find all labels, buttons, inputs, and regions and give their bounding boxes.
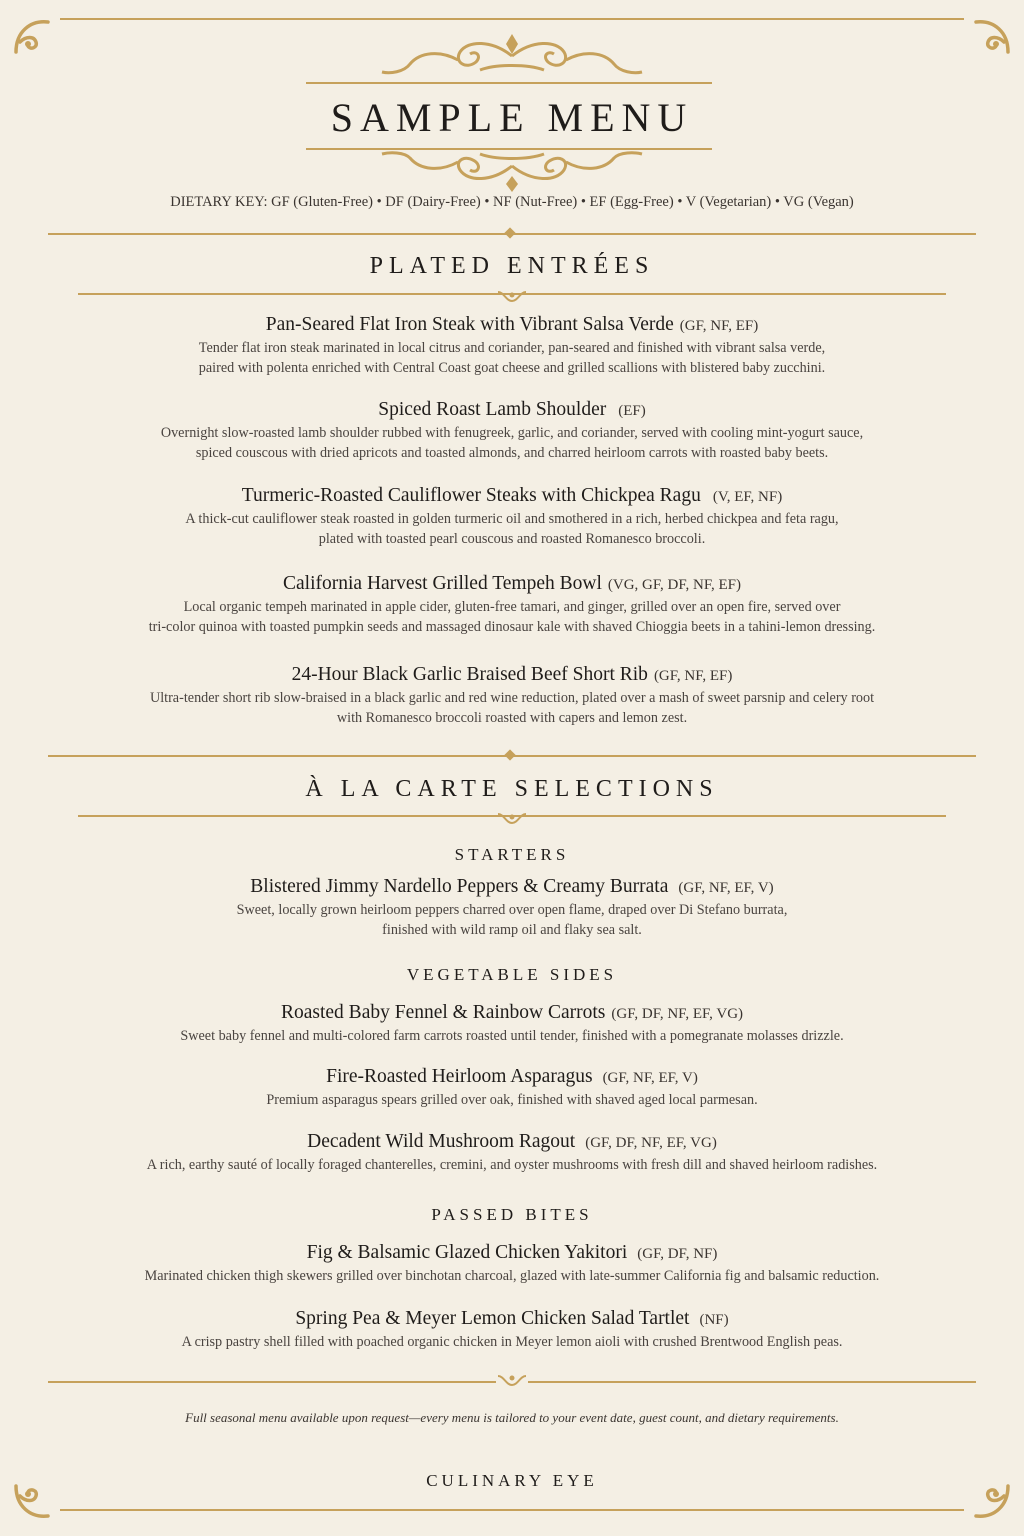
dietary-tags: (GF, NF, EF)	[653, 668, 733, 684]
flourish-icon	[496, 811, 528, 827]
dietary-tags: (VG, GF, DF, NF, EF)	[607, 577, 741, 593]
list-item	[60, 874, 964, 940]
dish-description: A thick-cut cauliflower steak roasted in golden turmeric oil and smothered in a rich, herbed chickpea and feta ragu,	[185, 511, 839, 527]
dietary-tags: (GF, DF, NF, EF, VG)	[611, 1006, 744, 1022]
list-item	[60, 312, 964, 378]
dish-description: Premium asparagus spears grilled over oak, finished with shaved aged local parmesan.	[266, 1092, 758, 1108]
dish-name: 24-Hour Black Garlic Braised Beef Short Rib	[291, 664, 648, 685]
dish-name: Turmeric-Roasted Cauliflower Steaks with Chickpea Ragu	[241, 485, 701, 506]
list-item	[60, 1064, 964, 1110]
dish-description: finished with wild ramp oil and flaky sea salt.	[382, 922, 642, 938]
list-item	[60, 1306, 964, 1352]
list-item	[60, 1129, 964, 1175]
dish-description: A crisp pastry shell filled with poached organic chicken in Meyer lemon aioli with crushed Brentwood English peas.	[181, 1334, 843, 1350]
dish-description: Sweet baby fennel and multi-colored farm carrots roasted until tender, finished with a pomegranate molasses drizzle.	[180, 1028, 844, 1044]
dish-description: plated with toasted pearl couscous and roasted Romanesco broccoli.	[318, 531, 706, 547]
dish-description: with Romanesco broccoli roasted with capers and lemon zest.	[336, 710, 688, 726]
dietary-tags: (EF)	[618, 403, 646, 419]
dish-name: Spiced Roast Lamb Shoulder	[378, 399, 607, 420]
footer-divider	[48, 1378, 976, 1394]
page-title: SAMPLE MENU	[330, 95, 694, 140]
section-rule	[78, 813, 946, 829]
dish-name: Roasted Baby Fennel & Rainbow Carrots	[280, 1002, 606, 1023]
list-item	[60, 1240, 964, 1286]
footer-note: Full seasonal menu available upon request—every menu is tailored to your event date, guest count, and dietary requirements.	[185, 1410, 839, 1425]
list-item	[60, 571, 964, 637]
dish-name: Decadent Wild Mushroom Ragout	[307, 1131, 576, 1152]
dietary-tags: (GF, DF, NF, EF, VG)	[585, 1135, 717, 1151]
subsection-title-passed-bites: PASSED BITES	[431, 1205, 593, 1224]
title-top-rule	[306, 82, 712, 84]
list-item	[60, 483, 964, 549]
filigree-ornament-icon	[380, 30, 644, 80]
diamond-divider-icon	[48, 749, 976, 763]
flourish-icon	[496, 289, 528, 305]
diamond-divider-icon	[48, 227, 976, 241]
brand-name: CULINARY EYE	[426, 1471, 598, 1490]
dish-description: tri-color quinoa with toasted pumpkin seeds and massaged dinosaur kale with shaved Chioggia beets in a tahini-lemon dressing.	[148, 619, 876, 635]
dish-description: Tender flat iron steak marinated in local citrus and coriander, pan-seared and finished with vibrant salsa verde,	[198, 340, 826, 356]
dish-description: A rich, earthy sauté of locally foraged chanterelles, cremini, and oyster mushrooms with fresh dill and shaved heirloom radishes.	[146, 1157, 878, 1173]
subsection-title-vegetable-sides: VEGETABLE SIDES	[406, 965, 618, 984]
dish-name: Fire-Roasted Heirloom Asparagus	[326, 1066, 593, 1087]
dietary-tags: (GF, DF, NF)	[637, 1246, 718, 1262]
corner-swirl-icon	[10, 1478, 58, 1526]
filigree-ornament-icon	[380, 150, 644, 194]
list-item	[60, 1000, 964, 1046]
dish-description: paired with polenta enriched with Central Coast goat cheese and grilled scallions with blistered baby zucchini.	[198, 360, 826, 376]
dietary-tags: (NF)	[699, 1312, 729, 1328]
section-title-plated-entrees: PLATED ENTRÉES	[369, 253, 655, 279]
dish-description: Overnight slow-roasted lamb shoulder rubbed with fenugreek, garlic, and coriander, served with cooling mint-yogurt sauce,	[160, 425, 864, 441]
section-title-a-la-carte: À LA CARTE SELECTIONS	[305, 776, 719, 802]
dish-description: Marinated chicken thigh skewers grilled over binchotan charcoal, glazed with late-summer California fig and balsamic reduction.	[144, 1268, 880, 1284]
corner-swirl-icon	[966, 1478, 1014, 1526]
list-item	[60, 397, 964, 463]
dietary-key: DIETARY KEY: GF (Gluten-Free) • DF (Dairy-Free) • NF (Nut-Free) • EF (Egg-Free) • V (Vegetarian) • VG (Vegan)	[170, 194, 854, 210]
bottom-frame-line	[60, 1509, 964, 1511]
section-rule	[78, 291, 946, 307]
top-frame-line	[60, 18, 964, 20]
dish-name: Blistered Jimmy Nardello Peppers & Creamy Burrata	[250, 876, 669, 897]
dish-name: Fig & Balsamic Glazed Chicken Yakitori	[306, 1242, 628, 1263]
subsection-title-starters: STARTERS	[454, 845, 570, 864]
dish-description: Ultra-tender short rib slow-braised in a black garlic and red wine reduction, plated over a mash of sweet parsnip and celery root	[149, 690, 875, 706]
dish-description: spiced couscous with dried apricots and toasted almonds, and charred heirloom carrots with roasted baby beets.	[195, 445, 829, 461]
dietary-tags: (GF, NF, EF, V)	[678, 880, 774, 896]
corner-swirl-icon	[966, 12, 1014, 60]
dietary-tags: (GF, NF, EF, V)	[602, 1070, 698, 1086]
dish-name: Spring Pea & Meyer Lemon Chicken Salad Tartlet	[295, 1308, 690, 1329]
corner-swirl-icon	[10, 12, 58, 60]
flourish-icon	[496, 1372, 528, 1388]
dish-name: California Harvest Grilled Tempeh Bowl	[283, 573, 602, 594]
dietary-tags: (V, EF, NF)	[712, 489, 783, 505]
list-item	[60, 662, 964, 728]
dish-description: Local organic tempeh marinated in apple cider, gluten-free tamari, and ginger, grilled over an open fire, served over	[183, 599, 841, 615]
dish-description: Sweet, locally grown heirloom peppers charred over open flame, draped over Di Stefano burrata,	[236, 902, 788, 918]
dish-name: Pan-Seared Flat Iron Steak with Vibrant Salsa Verde	[265, 314, 674, 335]
dietary-tags: (GF, NF, EF)	[679, 318, 759, 334]
